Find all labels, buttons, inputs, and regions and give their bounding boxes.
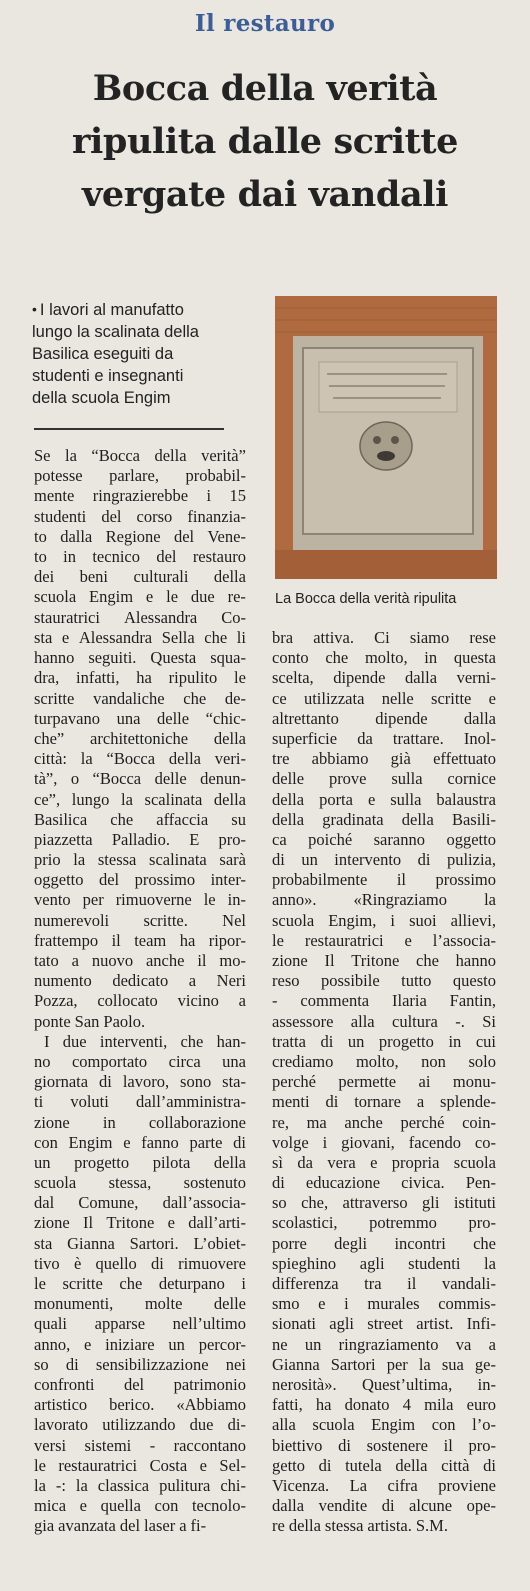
article-line: tivo è quello di rimuovere [34,1253,246,1273]
article-line: nerosità». Quest’ultima, in- [272,1374,496,1394]
section-kicker: Il restauro [194,10,336,37]
article-line: Vicenza. La cifra proviene [272,1475,496,1495]
summary-line: studenti e insegnanti [32,367,184,385]
article-line: frattempo il team ha ripor- [34,930,246,950]
article-column-2 [272,628,496,1536]
article-line: della gradinata della Basili- [272,809,496,829]
article-line: ce”, lungo la scalinata della [34,789,246,809]
summary-line: Basilica eseguiti da [32,345,174,363]
article-line: crediamo molto, non solo [272,1051,496,1071]
article-line: assessore alla cultura -. Si [272,1011,496,1031]
article-line: scolastici, potremmo pro- [272,1213,496,1233]
article-line: dalla vendite di alcune ope- [272,1496,496,1516]
article-line: biettivo di sostenere il pro- [272,1435,496,1455]
article-line: perché permette ai monu- [272,1072,496,1092]
article-line: scuola Engim e le due re- [34,587,246,607]
article-line: che” architettoniche della [34,728,246,748]
article-line: so di sensibilizzazione nei [34,1354,246,1374]
article-line: to dalla Regione del Vene- [34,526,246,546]
article-line: città: la “Bocca della veri- [34,749,246,769]
article-line: ce utilizzata nelle scritte e [272,688,496,708]
photo-caption: La Bocca della verità ripulita [275,591,457,607]
article-line: dra, infatti, ha ripulito le [34,668,246,688]
article-line: anno». «Ringraziamo la [272,890,496,910]
article-line: numento dedicato a Neri [34,971,246,991]
article-line: tato a nuovo anche il mo- [34,951,246,970]
summary-line: I lavori al manufatto [39,301,184,319]
article-line: getto di tutela della città di [272,1455,496,1475]
article-line: altrettanto dipende dalla [272,708,496,728]
article-line: no comportato circa una [34,1051,246,1071]
article-line: un progetto pilota della [34,1152,246,1172]
article-line: mica e quella con tecnolo- [34,1496,246,1516]
article-line: artistico berico. «Abbiamo [34,1395,246,1415]
photo-bocca-della-verita [275,296,497,579]
article-line: anno, e iniziare un percor- [34,1334,246,1354]
article-line: dei beni culturali della [34,567,246,587]
article-line: versi sistemi - raccontano [34,1435,246,1455]
article-line: le restauratrici e l’associa- [272,930,496,950]
article-line: reso possibile tutto questo [272,971,496,991]
article-line: tre abbiamo già effettuato [272,749,496,769]
article-line: turpavano una delle “chic- [34,708,246,728]
article-line: bra attiva. Ci siamo rese [272,628,496,647]
article-line: volge i giovani, facendo co- [272,1132,496,1152]
article-line: superficie da trattare. Inol- [272,728,496,748]
article-line: scelta, dipende dalla verni- [272,668,496,688]
article-line: sta e Alessandra Sella che li [34,628,246,647]
article-line: la -: la classica pulitura chi- [34,1475,246,1495]
article-line: con Engim e fanno parte di [34,1132,246,1152]
article-line: scuola stessa, sostenuto [34,1173,246,1193]
article-line: prio la stessa scalinata sarà [34,850,246,870]
bullet-icon: • [32,301,37,317]
article-line: zione Il Tritone che hanno [272,951,496,970]
article-column-1-top [34,446,246,628]
headline-line: ripulita dalle scritte [71,121,459,162]
article-line: scuola Engim, i suoi allievi, [272,910,496,930]
article-line: della porta e sulla balaustra [272,789,496,809]
article-line: delle prove sulla cornice [272,769,496,789]
article-line: smo e i murales commis- [272,1294,496,1314]
article-line: zione in collaborazione [34,1112,246,1132]
article-line: monumenti, molte delle [34,1294,246,1314]
article-line: ne un ringraziamento va a [272,1334,496,1354]
article-line: probabilmente il prossimo [272,870,496,890]
article-line: re, ma anche perché coin- [272,1112,496,1132]
summary-line: della scuola Engim [32,389,171,407]
article-line: mente ringrazierebbe i 15 [34,486,246,506]
article-line: spieghino agli studenti la [272,1253,496,1273]
article-line: numerevoli scritte. Nel [34,910,246,930]
article-line: Basilica che affaccia su [34,809,246,829]
article-line: Se la “Bocca della verità” [34,446,246,465]
article-line: le restauratrici Costa e Sel- [34,1455,246,1475]
article-line: alla scuola Engim con l’o- [272,1415,496,1435]
article-line: porre degli incontri che [272,1233,496,1253]
article-line: lavorato utilizzando due di- [34,1415,246,1435]
article-line: hanno seguiti. Questa squa- [34,648,246,668]
article-line: ca poiché saranno oggetto [272,829,496,849]
summary-divider [34,428,224,430]
article-line: gia avanzata del laser a fi- [34,1516,207,1536]
article-line: re della stessa artista. S.M. [272,1516,448,1536]
article-line: sta Gianna Sartori. L’obiet- [34,1233,246,1253]
article-line: le scritte che deturpano i [34,1274,246,1293]
article-line: I due interventi, che han- [44,1031,246,1051]
article-line: zione Il Tritone e dall’arti- [34,1213,246,1233]
article-line: stauratrici Alessandra Co- [34,607,246,627]
article-line: di un intervento di pulizia, [272,850,496,870]
article-line: potesse parlare, probabil- [34,466,246,486]
article-line: sionati agli street artist. Infi- [272,1314,496,1334]
article-line: piazzetta Palladio. E pro- [34,829,246,849]
article-line: quali apparse nell’ultimo [34,1314,246,1334]
article-line: fatti, ha donato 4 mila euro [272,1395,496,1415]
article-line: oggetto del prossimo inter- [34,870,246,890]
article-summary [32,298,262,409]
article-line: - commenta Ilaria Fantin, [272,991,496,1011]
summary-line: lungo la scalinata della [32,323,199,341]
article-line: tà”, o “Bocca delle denun- [34,769,246,789]
article-line: studenti del corso finanzia- [34,506,246,526]
article-line: giornata di lavoro, sono sta- [34,1072,246,1092]
article-line: to in tecnico del restauro [34,546,246,566]
article-column-1-bottom [34,628,246,1536]
article-line: ponte San Paolo. [34,1011,146,1031]
article-line: ti voluti dall’amministra- [34,1092,246,1112]
article-line: Pozza, collocato vicino a [34,991,246,1011]
article-line: confronti del patrimonio [34,1374,246,1394]
article-line: conto che molto, in questa [272,648,496,668]
article-line: menti di tornare a splende- [272,1092,496,1112]
headline-line: Bocca della verità [92,68,438,109]
article-line: di educazione civica. Pen- [272,1173,496,1193]
article-line: sì da vera e propria scuola [272,1152,496,1172]
article-line: differenza tra il vandali- [272,1274,496,1293]
headline-line: vergate dai vandali [81,174,449,215]
article-line: so che, attraverso gli istituti [272,1193,496,1213]
article-line: scritte vandaliche che de- [34,688,246,708]
article-line: tratta di un progetto in cui [272,1031,496,1051]
headline [14,62,516,221]
article-line: Gianna Sartori per la sua ge- [272,1354,496,1374]
article-line: dal Comune, dall’associa- [34,1193,246,1213]
article-line: vento per rimuoverne le in- [34,890,246,910]
